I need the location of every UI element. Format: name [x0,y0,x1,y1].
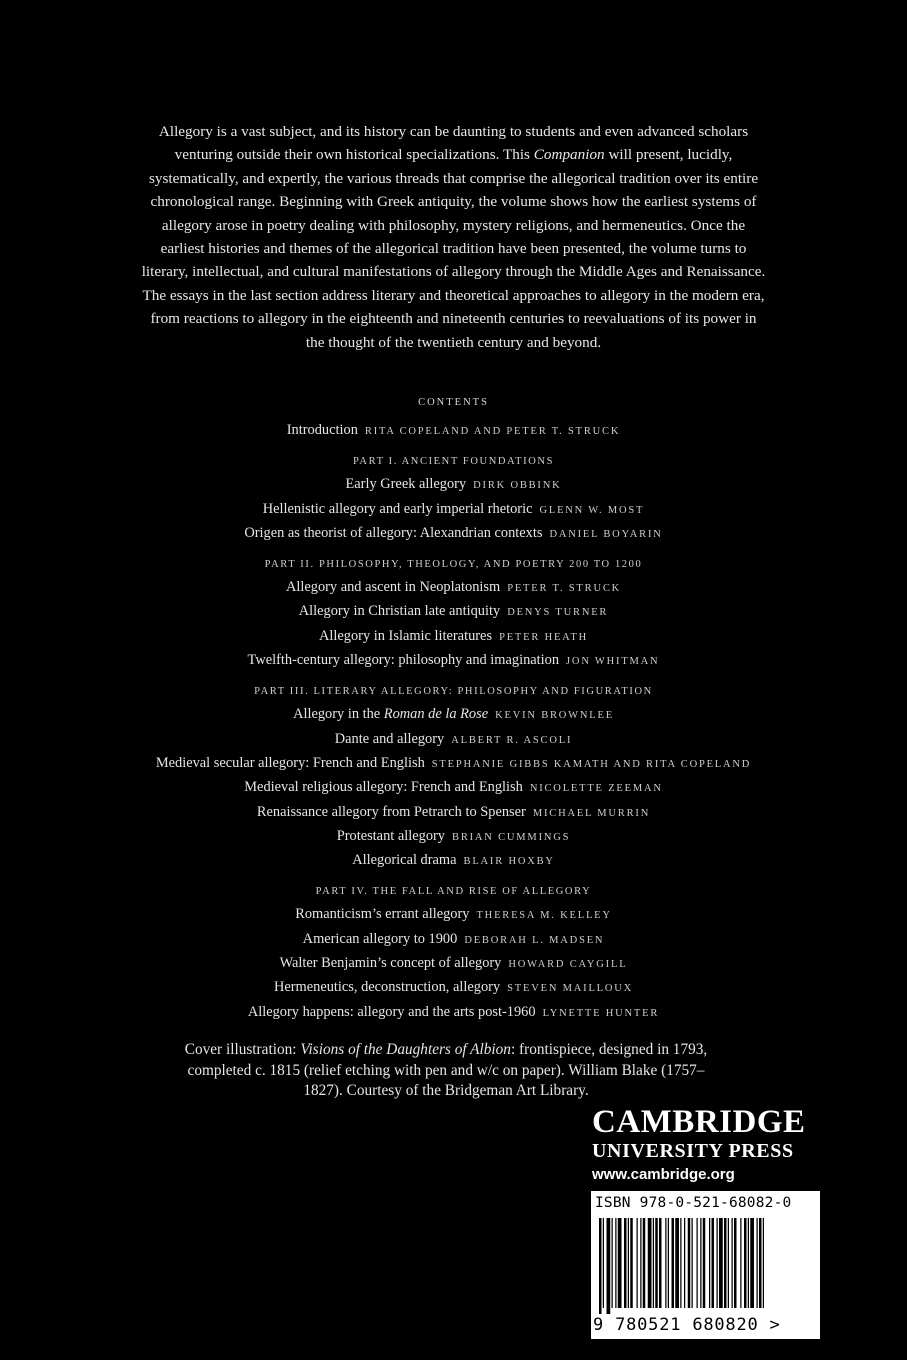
entry-author: DEBORAH L. MADSEN [464,934,605,946]
entry-author: JON WHITMAN [566,656,660,668]
barcode-bar [659,1218,662,1308]
barcode-bar [703,1218,706,1308]
entry-title: Protestant allegory [336,827,446,844]
entry-author: DANIEL BOYARIN [549,528,663,540]
barcode-bar [700,1218,701,1308]
entry-author: NICOLETTE ZEEMAN [529,783,663,795]
entry-author: BLAIR HOXBY [463,856,555,868]
barcode-bar [618,1218,622,1308]
entry-title: Medieval secular allegory: French and English [155,754,425,771]
barcode-bar [732,1218,733,1308]
barcode-bar [643,1218,646,1308]
barcode-bar [717,1218,718,1308]
part-heading: PART I. ANCIENT FOUNDATIONS [352,456,555,468]
part-1 [60,452,847,545]
contents-entry [60,800,847,824]
contents-entry [60,1000,847,1024]
publisher-subname [592,1140,824,1162]
entry-title: Allegory and ascent in Neoplatonism [285,579,501,596]
contents-entry [60,902,847,926]
entry-title: Origen as theorist of allegory: Alexandrian contexts [244,524,543,541]
entry-author: BRIAN CUMMINGS [452,831,571,843]
isbn-barcode [591,1191,820,1339]
barcode-bar [615,1218,616,1308]
entry-title: Allegory in Islamic literatures [319,627,493,644]
entry-author: KEVIN BROWNLEE [495,710,614,722]
barcode-bar [734,1218,737,1308]
entry-title: Early Greek allegory [345,476,467,493]
cover-note-work: Visions of the Daughters of Albion [300,1041,511,1058]
contents-entry [60,497,847,521]
entry-author: DENYS TURNER [507,607,609,619]
entry-title: American allegory to 1900 [302,930,458,947]
contents-entry [60,848,847,872]
contents-entry-introduction [60,418,847,442]
entry-author: DIRK OBBINK [473,480,562,492]
barcode-bar [612,1218,613,1308]
contents-entry [60,624,847,648]
barcode-bar [688,1218,691,1308]
barcode-bar [630,1218,633,1308]
entry-title: Romanticism’s errant allegory [295,906,470,923]
barcode-bar [740,1218,741,1308]
barcode-bar [675,1218,679,1308]
part-heading: PART III. LITERARY ALLEGORY: PHILOSOPHY AND FIGURATION [254,686,653,698]
entry-title: Hermeneutics, deconstruction, allegory [273,979,501,996]
entry-author: RITA COPELAND AND PETER T. STRUCK [364,426,621,437]
entry-author: PETER T. STRUCK [507,583,622,595]
barcode-digits: 9 780521 680820 > [593,1315,781,1335]
barcode-bar [709,1218,710,1308]
contents-entry [60,575,847,599]
barcode-bar [607,1218,611,1314]
blurb-text-1: Allegory is a vast subject, and its history can be daunting to students and even advanced scholars venturing outside their own historical specializations. This [158,123,749,164]
barcode-bar [648,1218,652,1308]
part-2 [60,555,847,672]
publisher-name-text: CAMBRIDGE [592,1104,806,1140]
barcode-bar [672,1218,675,1308]
barcode-bar [728,1218,729,1308]
barcode-bar [655,1218,658,1308]
entry-title: Allegory happens: allegory and the arts post-1960 [247,1003,536,1020]
barcode-bar [719,1218,723,1308]
entry-title: Walter Benjamin’s concept of allegory [279,955,502,972]
barcode-bar [744,1218,747,1308]
barcode-bar [624,1218,627,1308]
entry-author: STEVEN MAILLOUX [507,983,634,995]
part-heading: PART II. PHILOSOPHY, THEOLOGY, AND POETRY 200 TO 1200 [264,559,643,571]
entry-title: Renaissance allegory from Petrarch to Spenser [256,803,526,820]
entry-author: ALBERT R. ASCOLI [451,734,573,746]
barcode-bar [750,1218,754,1308]
entry-author: LYNETTE HUNTER [542,1007,660,1019]
barcode-bar [763,1218,764,1308]
contents-entry [60,775,847,799]
barcode-bar [599,1218,602,1314]
barcode-bar [680,1218,681,1308]
barcode-bar [697,1218,698,1308]
entry-title: Allegorical drama [352,852,457,869]
cover-note-rest: : frontispiece, designed in 1793, completed c. 1815 (relief etching with pen and w/c on paper). William Blake (1757–1827). Courtesy of the Bridgeman Art Library. [187,1041,708,1099]
entry-title: Twelfth-century allegory: philosophy and imagination [247,652,560,669]
blurb-text-2: will present, lucidly, systematically, and expertly, the various threads that comprise the allegorical tradition over its entire chronological range. Beginning with Greek antiquity, the volume shows how the earliest systems of allegory arose in poetry dealing with philosophy, mystery religions, and hermeneutics. Once the earliest histories and themes of the allegorical tradition have been presented, the volume turns to literary, intellectual, and cultural manifestations of allegory through the Middle Ages and Renaissance. The essays in the last section address literary and theoretical approaches to allegory in the modern era, from reactions to allegory in the eighteenth and nineteenth centuries to reevaluations of its power in the thought of the twentieth century and beyond. [141,146,766,351]
entry-title: Dante and allegory [334,730,445,747]
entry-author: GLENN W. MOST [539,504,645,516]
contents-entry [60,927,847,951]
entry-author: STEPHANIE GIBBS KAMATH AND RITA COPELAND [431,758,752,770]
contents-heading: CONTENTS [418,397,489,408]
barcode-bar [712,1218,715,1308]
entry-title: Allegory in the [293,706,384,723]
barcode-bar [684,1218,685,1308]
contents-entry [60,648,847,672]
blurb-companion-italic: Companion [533,146,605,164]
cover-illustration-credit [176,1040,716,1102]
entry-title: Allegory in Christian late antiquity [298,603,501,620]
table-of-contents [60,395,847,1024]
barcode-bar [668,1218,669,1308]
entry-author: MICHAEL MURRIN [532,807,651,819]
contents-entry [60,702,847,726]
back-cover-blurb [140,120,767,354]
cover-note-prefix: Cover illustration: [184,1041,301,1058]
barcode-bar [640,1218,641,1308]
publisher-subname-text: UNIVERSITY PRESS [592,1140,794,1162]
contents-entry [60,472,847,496]
barcode-bar [757,1218,758,1308]
publisher-logo [592,1104,824,1186]
entry-title: Hellenistic allegory and early imperial rhetoric [262,500,533,517]
part-heading: PART IV. THE FALL AND RISE OF ALLEGORY [315,886,592,898]
barcode-bar [603,1218,604,1308]
contents-entry [60,824,847,848]
entry-title: Medieval religious allegory: French and English [244,779,523,796]
contents-entry [60,521,847,545]
entry-title-italic: Roman de la Rose [383,706,489,723]
contents-entry [60,727,847,751]
barcode-bar [628,1218,629,1308]
barcode-bar [637,1218,638,1308]
contents-entry [60,951,847,975]
barcode-bar [653,1218,654,1308]
entry-author: PETER HEATH [499,631,588,643]
part-3 [60,682,847,872]
barcode-bar [665,1218,666,1308]
contents-entry [60,975,847,999]
contents-entry [60,751,847,775]
isbn-label: ISBN 978-0-521-68082-0 [595,1195,792,1211]
part-4 [60,882,847,1023]
barcode-bar [692,1218,693,1308]
barcode-bar [724,1218,727,1308]
barcode-bars [597,1218,814,1314]
publisher-url: www.cambridge.org [592,1166,735,1183]
entry-author: THERESA M. KELLEY [476,910,612,922]
barcode-bar [748,1218,749,1308]
barcode-bar [759,1218,762,1308]
contents-entry [60,599,847,623]
entry-author: HOWARD CAYGILL [508,959,628,971]
entry-title: Introduction [286,422,358,438]
publisher-name [592,1104,824,1140]
